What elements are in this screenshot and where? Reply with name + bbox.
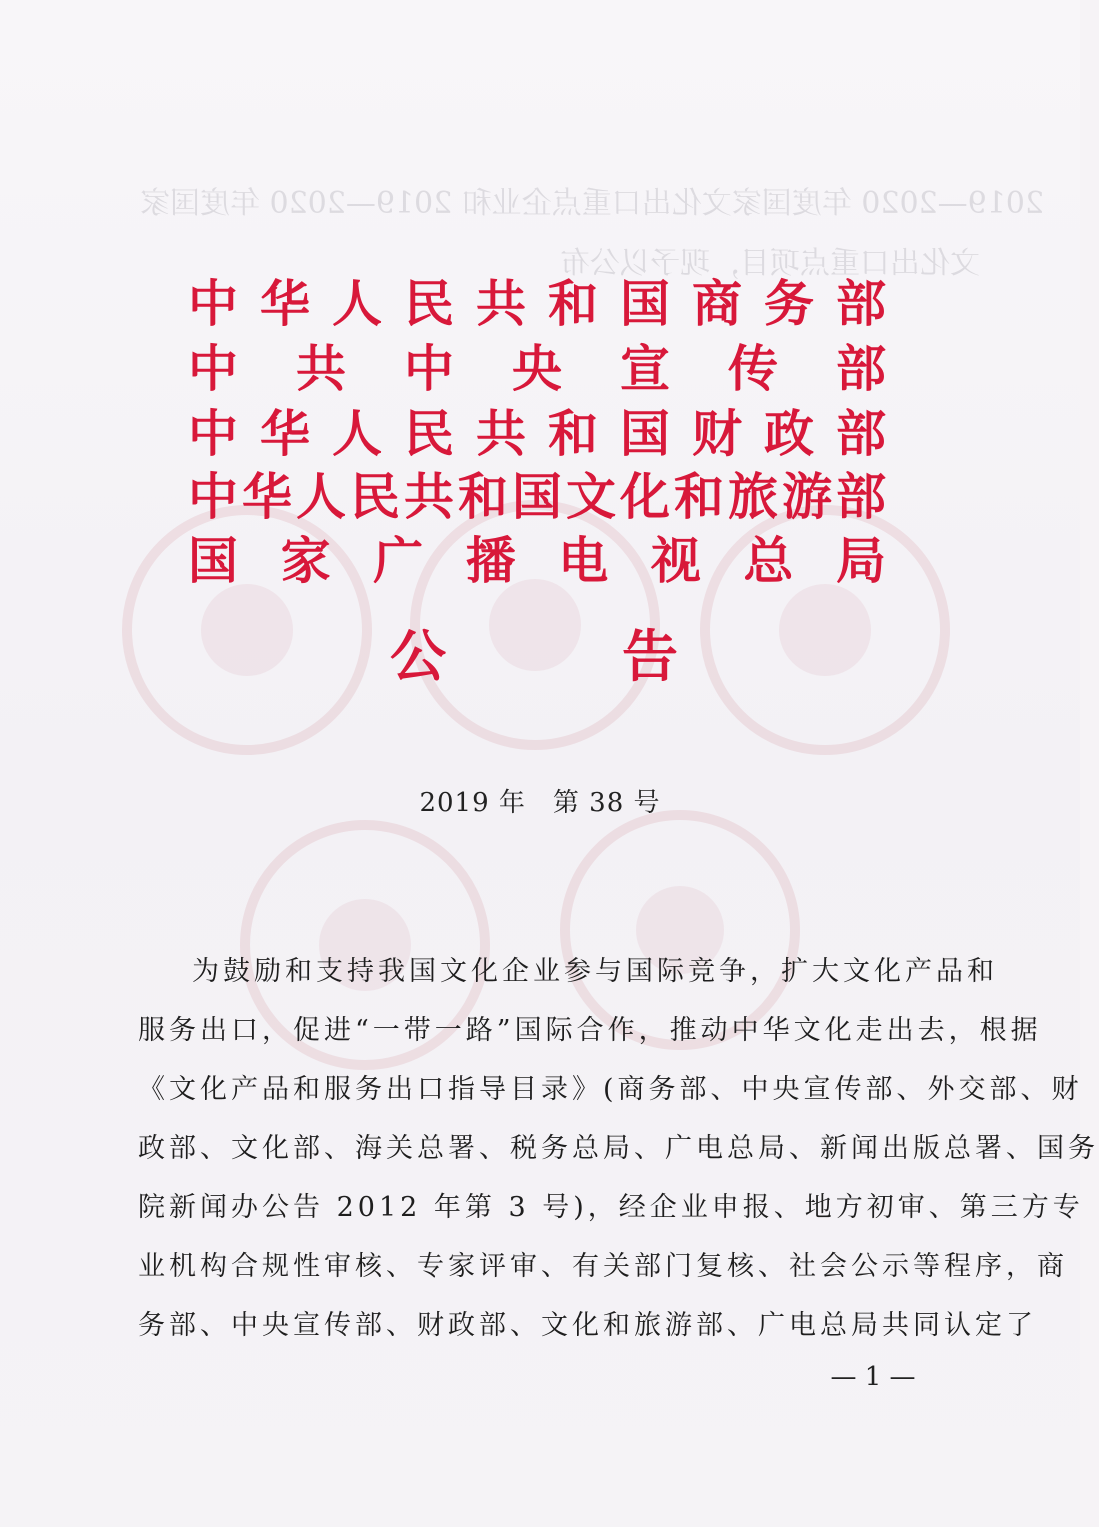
document-title — [390, 620, 678, 690]
issuer-char: 人 — [332, 274, 382, 333]
issuer-char: 和 — [674, 467, 724, 526]
issuer-char: 共 — [476, 404, 526, 463]
issuer-char: 央 — [512, 339, 562, 398]
issuer-char: 游 — [782, 467, 832, 526]
issuer-char: 和 — [458, 467, 508, 526]
issuer-char: 华 — [242, 467, 292, 526]
reverse-side-bleedthrough: 2019—2020 年度国家文化出口重点企业和 2019—2020 年度国家 — [140, 186, 1044, 221]
issuer-char: 国 — [620, 274, 670, 333]
issuer-char: 中 — [404, 339, 454, 398]
issuer-char: 部 — [836, 339, 886, 398]
issuer-char: 民 — [350, 467, 400, 526]
issuer-char: 华 — [260, 274, 310, 333]
issuer-char: 国 — [620, 404, 670, 463]
issuer-char: 文 — [566, 467, 616, 526]
title-char: 告 — [622, 624, 678, 690]
issuer-ministry-of-culture-and-tourism — [188, 466, 886, 528]
issuer-char: 中 — [188, 339, 238, 398]
issuer-char: 民 — [404, 404, 454, 463]
issuer-char: 国 — [188, 531, 238, 590]
issuer-char: 民 — [404, 274, 454, 333]
body-line: 业机构合规性审核、专家评审、有关部门复核、社会公示等程序，商 — [138, 1251, 1068, 1282]
issuer-char: 中 — [188, 467, 238, 526]
document-number: 2019 年 第 38 号 — [419, 788, 661, 818]
issuer-char: 人 — [332, 404, 382, 463]
issuer-char: 宣 — [620, 339, 670, 398]
issuer-publicity-department — [188, 338, 886, 400]
issuer-char: 中 — [188, 274, 238, 333]
body-line: 政部、文化部、海关总署、税务总局、广电总局、新闻出版总署、国务 — [138, 1133, 1099, 1164]
issuer-char: 华 — [260, 404, 310, 463]
body-line: 为鼓励和支持我国文化企业参与国际竞争，扩大文化产品和 — [192, 956, 998, 987]
page-number: — 1 — — [830, 1362, 916, 1392]
issuer-char: 部 — [836, 274, 886, 333]
issuer-char: 和 — [548, 404, 598, 463]
issuer-char: 部 — [836, 404, 886, 463]
issuer-char: 电 — [558, 531, 609, 590]
issuer-char: 共 — [296, 339, 346, 398]
issuer-char: 广 — [373, 531, 424, 590]
issuer-char: 传 — [728, 339, 778, 398]
issuer-char: 视 — [650, 531, 701, 590]
issuer-char: 播 — [465, 531, 516, 590]
issuer-char: 共 — [404, 467, 454, 526]
issuer-char: 家 — [280, 531, 331, 590]
issuer-ministry-of-commerce — [188, 273, 886, 335]
issuer-char: 局 — [835, 531, 886, 590]
issuer-char: 政 — [764, 404, 814, 463]
issuer-char: 务 — [764, 274, 814, 333]
issuer-char: 旅 — [728, 467, 778, 526]
body-line: 务部、中央宣传部、财政部、文化和旅游部、广电总局共同认定了 — [138, 1310, 1037, 1341]
issuer-char: 和 — [548, 274, 598, 333]
reverse-side-bleedthrough: 文化出口重点项目，现予以公布 — [560, 246, 980, 281]
body-line: 《文化产品和服务出口指导目录》(商务部、中央宣传部、外交部、财 — [138, 1074, 1083, 1105]
issuer-char: 共 — [476, 274, 526, 333]
issuer-radio-television-administration — [188, 530, 886, 592]
title-char: 公 — [390, 624, 446, 690]
issuer-char: 人 — [296, 467, 346, 526]
body-line: 院新闻办公告 2012 年第 3 号)，经企业申报、地方初审、第三方专 — [138, 1192, 1084, 1223]
issuer-char: 国 — [512, 467, 562, 526]
body-line: 服务出口，促进“一带一路”国际合作，推动中华文化走出去，根据 — [138, 1015, 1042, 1046]
issuer-char: 中 — [188, 404, 238, 463]
issuer-char: 商 — [692, 274, 742, 333]
issuer-char: 总 — [743, 531, 794, 590]
issuer-char: 化 — [620, 467, 670, 526]
issuer-char: 部 — [836, 467, 886, 526]
issuer-ministry-of-finance — [188, 403, 886, 465]
issuer-char: 财 — [692, 404, 742, 463]
